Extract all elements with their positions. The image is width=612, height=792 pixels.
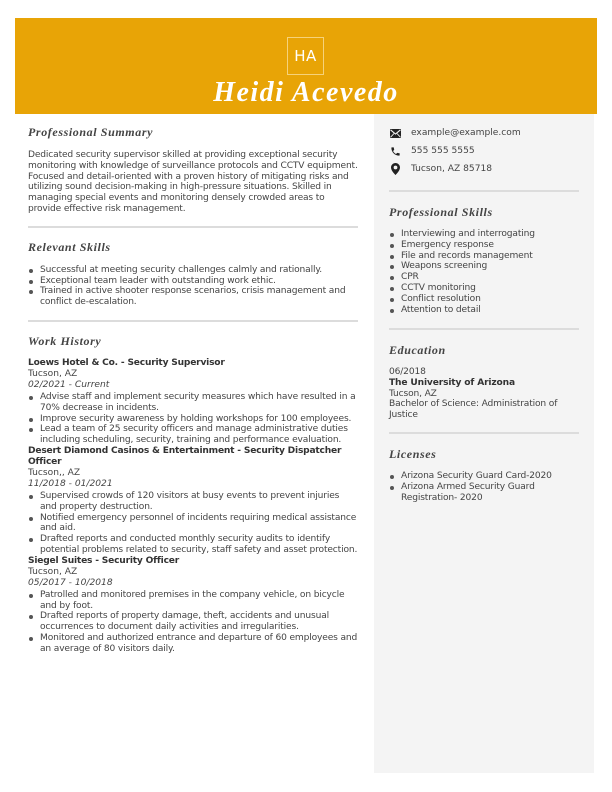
job-company: Desert Diamond Casinos & Entertainment xyxy=(28,445,235,456)
main-divider xyxy=(28,226,358,228)
job-location: Tucson, AZ xyxy=(28,368,78,379)
section-title-summary: Professional Summary xyxy=(28,125,154,139)
contact-phone[interactable] xyxy=(389,142,579,160)
education-school: The University of Arizona xyxy=(389,377,515,388)
job-dates: 02/2021 - Current xyxy=(28,379,110,390)
job-bullet: Advise staff and implement security measures which have resulted in a 70% decrease in incidents. xyxy=(28,392,358,414)
phone-text: 555 555 5555 xyxy=(411,146,475,156)
section-title-education: Education xyxy=(389,343,446,357)
sidebar-divider xyxy=(389,190,579,192)
job-location: Tucson, AZ xyxy=(28,566,78,577)
skill-item: File and records management xyxy=(389,251,579,262)
summary-section xyxy=(28,125,358,215)
job-bullet: Lead a team of 25 security officers and manage administrative duties including scheduling, security, training and performance evaluation. xyxy=(28,424,358,446)
skill-item: CCTV monitoring xyxy=(389,283,579,294)
section-title-professional-skills: Professional Skills xyxy=(389,205,493,219)
job-role: Security Officer xyxy=(101,555,180,566)
job-dates: 11/2018 - 01/2021 xyxy=(28,478,113,489)
section-title-relevant-skills: Relevant Skills xyxy=(28,239,111,254)
relevant-skills-section xyxy=(28,240,358,308)
skill-item: Interviewing and interrogating xyxy=(389,229,579,240)
job-bullet: Drafted reports and conducted monthly security audits to identify potential problems related to security, staff safety and asset protection. xyxy=(28,534,358,556)
sidebar-divider xyxy=(389,432,579,434)
main-column xyxy=(28,125,358,655)
skill-item: Conflict resolution xyxy=(389,294,579,305)
relevant-skill-item: Successful at meeting security challenges calmly and rationally. xyxy=(28,265,358,276)
map-pin-icon xyxy=(389,163,401,175)
job-bullet: Drafted reports of property damage, theft, accidents and unusual occurrences to document daily activities and irregularities. xyxy=(28,611,358,633)
job-dates: 05/2017 - 10/2018 xyxy=(28,577,113,588)
license-item: Arizona Armed Security Guard Registration- 2020 xyxy=(389,482,579,504)
job-company: Siegel Suites xyxy=(28,555,93,566)
licenses-section xyxy=(389,447,579,503)
section-title-work-history: Work History xyxy=(28,333,102,348)
professional-skills-list xyxy=(389,229,579,315)
relevant-skill-item: Exceptional team leader with outstanding work ethic. xyxy=(28,276,358,287)
location-text: Tucson, AZ 85718 xyxy=(411,164,493,174)
section-title-licenses: Licenses xyxy=(389,447,437,461)
summary-text: Dedicated security supervisor skilled at providing exceptional security monitoring with knowledge of surveillance protocols and CCTV equipment. Focused and detail-oriented with a proven history of mitigating risks and utilizing sound decision-making in high-pressure situations. Skilled in managing special events and monitoring densely crowded areas to provide effective risk management. xyxy=(28,150,358,214)
phone-icon xyxy=(389,145,401,157)
job-bullets xyxy=(28,392,358,446)
skill-item: Attention to detail xyxy=(389,305,579,316)
sidebar-divider xyxy=(389,328,579,330)
licenses-list xyxy=(389,471,579,503)
education-section xyxy=(389,343,579,421)
skill-item: Weapons screening xyxy=(389,261,579,272)
contact-email[interactable] xyxy=(389,124,579,142)
job-bullet: Patrolled and monitored premises in the company vehicle, on bicycle and by foot. xyxy=(28,590,358,612)
contact-location xyxy=(389,160,579,178)
email-text: example@example.com xyxy=(411,128,521,138)
envelope-icon xyxy=(389,127,401,139)
job-bullets xyxy=(28,491,358,556)
job-bullet: Notified emergency personnel of incidents requiring medical assistance and aid. xyxy=(28,513,358,535)
job-bullet: Improve security awareness by holding workshops for 100 employees. xyxy=(28,414,358,425)
main-divider xyxy=(28,320,358,322)
job-entry xyxy=(28,446,358,556)
skill-item: Emergency response xyxy=(389,240,579,251)
work-history-section xyxy=(28,334,358,655)
job-bullet: Supervised crowds of 120 visitors at busy events to prevent injuries and property destruction. xyxy=(28,491,358,513)
candidate-name: Heidi Acevedo xyxy=(213,77,399,108)
contact-section xyxy=(389,124,579,178)
education-location: Tucson, AZ xyxy=(389,388,437,399)
job-bullets xyxy=(28,590,358,655)
education-degree: Bachelor of Science: Administration of Justice xyxy=(389,399,558,421)
job-header: Siegel Suites - Security Officer xyxy=(28,555,180,566)
job-entry xyxy=(28,358,358,446)
resume-header xyxy=(15,18,597,114)
license-item: Arizona Security Guard Card-2020 xyxy=(389,471,579,482)
skill-item: CPR xyxy=(389,272,579,283)
job-company: Loews Hotel & Co. xyxy=(28,357,118,368)
professional-skills-section xyxy=(389,205,579,315)
sidebar xyxy=(374,114,594,773)
initials-badge: HA xyxy=(287,37,324,75)
job-location: Tucson,, AZ xyxy=(28,467,81,478)
job-header: Desert Diamond Casinos & Entertainment - Security Dispatcher Officer xyxy=(28,445,342,467)
job-role: Security Dispatcher Officer xyxy=(28,445,342,467)
job-role: Security Supervisor xyxy=(127,357,225,368)
job-entry xyxy=(28,556,358,655)
relevant-skills-list xyxy=(28,265,358,308)
relevant-skill-item: Trained in active shooter response scenarios, crisis management and conflict de-escalation. xyxy=(28,286,358,308)
education-date: 06/2018 xyxy=(389,367,426,377)
job-header: Loews Hotel & Co. - Security Supervisor xyxy=(28,357,225,368)
job-bullet: Monitored and authorized entrance and departure of 60 employees and an average of 80 visitors daily. xyxy=(28,633,358,655)
